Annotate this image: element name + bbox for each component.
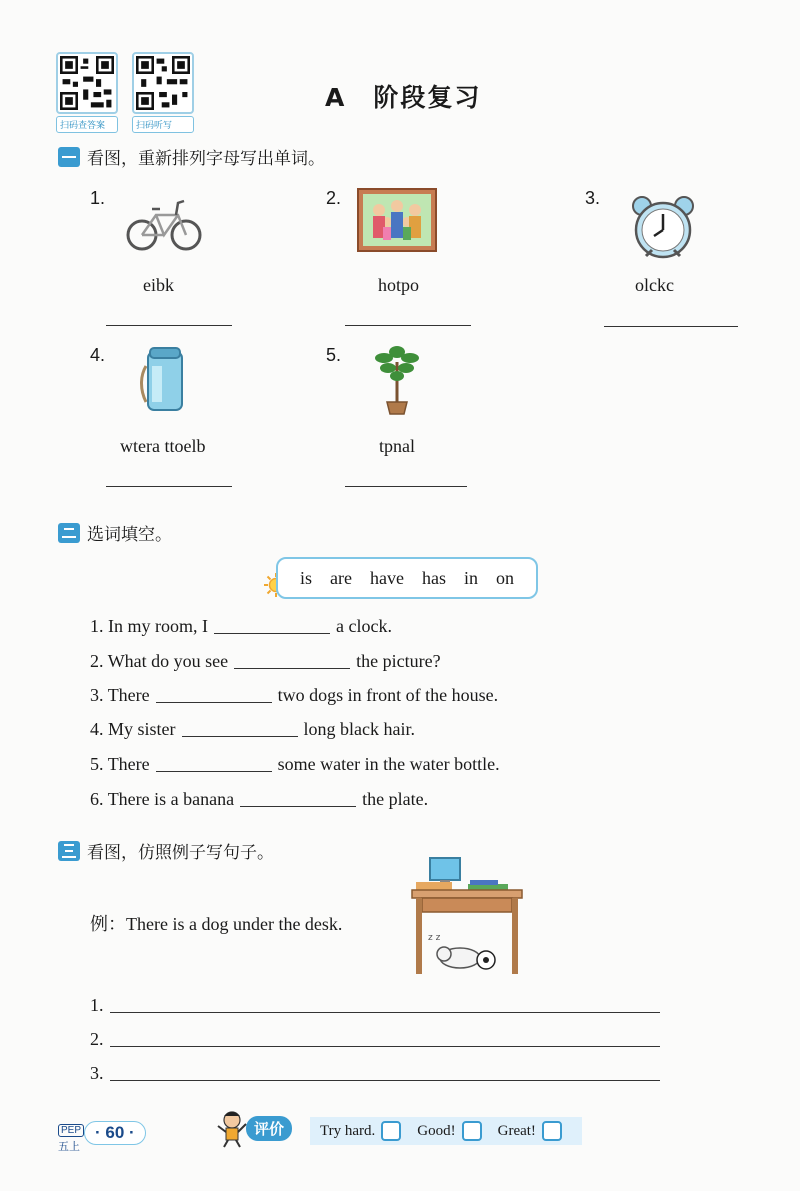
writing-line[interactable] [110,1046,660,1047]
sentence-3 [90,685,498,706]
qr-code-icon [56,52,118,114]
sentence-text: There [107,754,150,774]
write-line-2 [90,1029,104,1050]
grade-label: 五上 [58,1140,80,1153]
answer-blank[interactable] [345,486,467,487]
fill-blank[interactable] [214,633,330,634]
scrambled-word: wtera ttoelb [120,436,206,456]
line-number: 2. [90,1029,104,1049]
sentence-2 [90,651,441,672]
sentence-text: What do you see [107,651,229,671]
scrambled-word: hotpo [378,275,420,295]
scrambled-word: eibk [143,275,174,295]
fill-blank[interactable] [234,668,350,669]
sentence-text: two dogs in front of the house. [277,685,499,705]
qr-dictation [132,52,194,133]
eval-option-label: Good! [417,1122,456,1139]
sentence-text: the picture? [356,651,441,671]
qr-caption: 扫码查答案 [56,116,118,133]
fill-blank[interactable] [156,702,272,703]
sentence-6 [90,789,428,810]
section-1-heading [58,144,325,169]
word-bank-item: in [463,567,478,588]
item-number: 3. [585,188,601,208]
fill-blank[interactable] [182,736,298,737]
sentence-number: 6. [90,789,104,809]
water-bottle-icon [136,346,192,414]
mascot-icon [216,1110,250,1148]
potted-plant-icon [370,342,424,416]
sentence-text: some water in the water bottle. [277,754,500,774]
fill-blank[interactable] [156,771,272,772]
line-number: 3. [90,1063,104,1083]
write-line-1 [90,995,104,1016]
page-title: A 阶段复习 [325,83,482,112]
page-number: · 60 · [84,1121,146,1145]
answer-blank[interactable] [345,325,471,326]
qr-answers [56,52,118,133]
section-3-heading [58,838,274,863]
sentence-4 [90,719,415,740]
eval-option-label: Great! [497,1122,536,1139]
sentence-text: There [107,685,150,705]
sentence-1 [90,616,392,637]
item-number: 1. [90,188,106,208]
sentence-number: 2. [90,651,104,671]
word-bank [276,557,538,599]
sentence-number: 1. [90,616,104,636]
sentence-text: There is a banana [107,789,235,809]
section-2-heading [58,520,172,545]
family-photo-icon [357,188,437,252]
bicycle-icon [126,195,202,253]
section-3-title: 看图，仿照例子写句子。 [87,843,274,863]
evaluation-bar [310,1117,582,1145]
eval-checkbox-try-hard[interactable] [381,1121,401,1141]
example-sentence: 例：There is a dog under the desk. [90,914,343,934]
section-2-title: 选词填空。 [87,525,172,545]
svg-text:z z: z z [428,933,441,943]
item-number: 5. [326,345,342,365]
writing-line[interactable] [110,1080,660,1081]
word-bank-item: on [496,567,514,588]
answer-blank[interactable] [604,326,738,327]
pep-logo: PEP [58,1124,84,1137]
answer-blank[interactable] [106,486,232,487]
sentence-text: In my room, I [108,616,208,636]
evaluation-text: 评价 [254,1120,285,1138]
scrambled-word: tpnal [379,436,415,456]
sentence-text: a clock. [335,616,392,636]
evaluation-label [246,1116,292,1141]
word-bank-item: are [330,567,352,588]
sentence-text: My sister [108,719,176,739]
item-number: 4. [90,345,106,365]
section-number-one-icon [58,147,80,167]
word-bank-item: has [421,567,446,588]
fill-blank[interactable] [240,806,356,807]
section-number-two-icon [58,523,80,543]
alarm-clock-icon [628,192,698,262]
sentence-5 [90,754,500,775]
eval-checkbox-good[interactable] [462,1121,482,1141]
answer-blank[interactable] [106,325,232,326]
item-number: 2. [326,188,342,208]
section-number-three-icon [58,841,80,861]
desk-scene-icon [408,856,526,976]
sentence-number: 5. [90,754,104,774]
sentence-text: long black hair. [303,719,415,739]
word-bank-item: is [300,567,313,588]
writing-line[interactable] [110,1012,660,1013]
sentence-number: 4. [90,719,104,739]
qr-code-icon [132,52,194,114]
word-bank-item: have [370,567,404,588]
eval-option-label: Try hard. [320,1122,376,1139]
eval-checkbox-great[interactable] [542,1121,562,1141]
sentence-number: 3. [90,685,104,705]
sentence-text: the plate. [362,789,429,809]
qr-caption: 扫码听写 [132,116,194,133]
section-1-title: 看图，重新排列字母写出单词。 [87,149,325,169]
page-footer-left [58,1118,84,1154]
write-line-3 [90,1063,104,1084]
scrambled-word: olckc [635,275,674,295]
line-number: 1. [90,995,104,1015]
